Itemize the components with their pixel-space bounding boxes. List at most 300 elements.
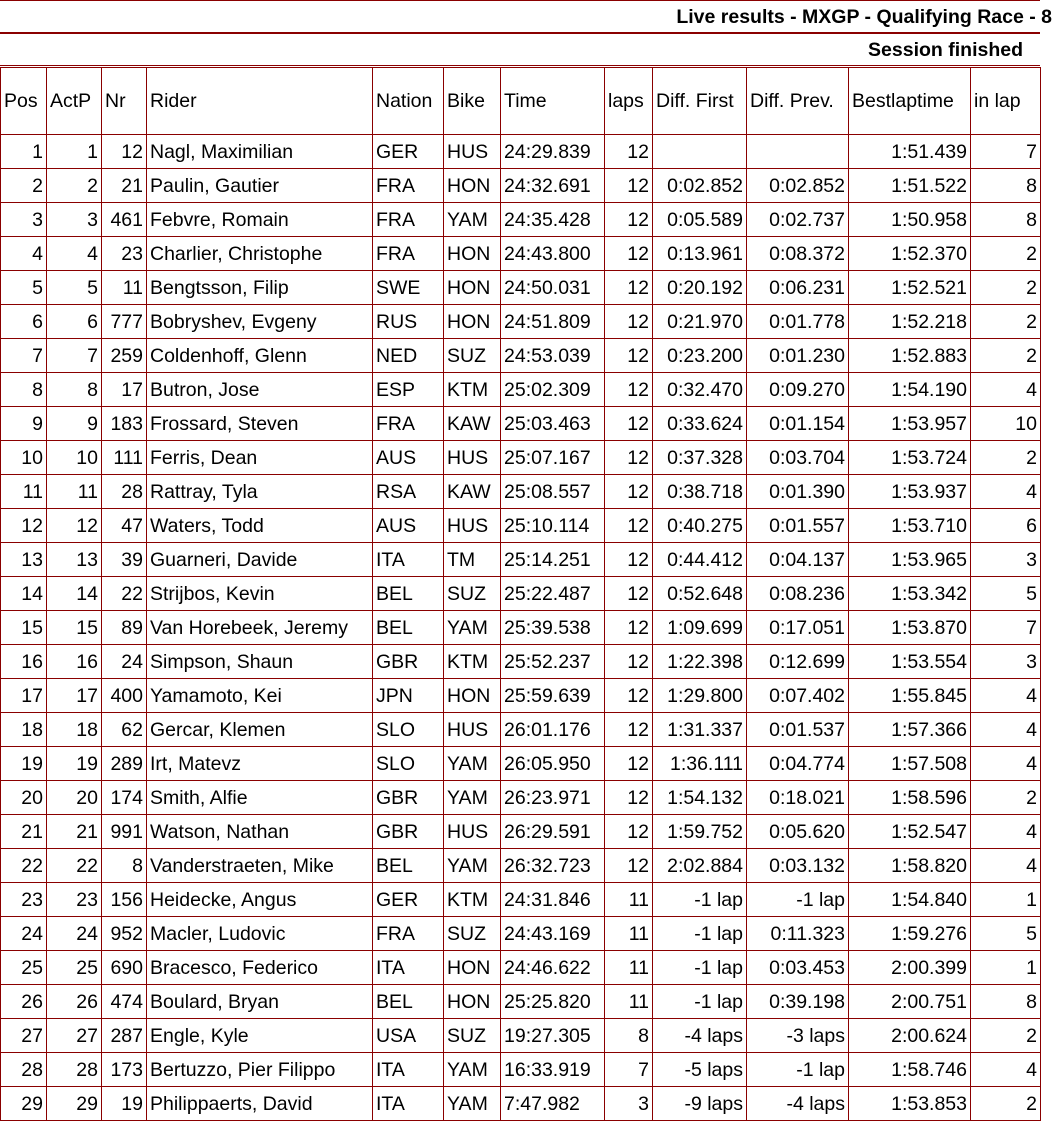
in-lap-cell: 7 bbox=[971, 135, 1041, 169]
rider-cell: Nagl, Maximilian bbox=[147, 135, 373, 169]
rider-cell: Philippaerts, David bbox=[147, 1087, 373, 1121]
laps-cell: 11 bbox=[605, 883, 653, 917]
pos-cell: 18 bbox=[1, 713, 47, 747]
time-cell: 24:35.428 bbox=[501, 203, 605, 237]
pos-cell: 2 bbox=[1, 169, 47, 203]
bestlaptime-cell: 1:51.439 bbox=[849, 135, 971, 169]
actp-cell: 5 bbox=[47, 271, 102, 305]
rider-cell: Butron, Jose bbox=[147, 373, 373, 407]
time-cell: 26:32.723 bbox=[501, 849, 605, 883]
diff-first-cell: -1 lap bbox=[653, 917, 747, 951]
time-cell: 24:46.622 bbox=[501, 951, 605, 985]
pos-cell: 22 bbox=[1, 849, 47, 883]
col-bestlaptime: Bestlaptime bbox=[849, 68, 971, 135]
actp-cell: 7 bbox=[47, 339, 102, 373]
col-diff-prev: Diff. Prev. bbox=[747, 68, 849, 135]
nr-cell: 174 bbox=[102, 781, 147, 815]
bike-cell: HON bbox=[444, 951, 501, 985]
nr-cell: 777 bbox=[102, 305, 147, 339]
bike-cell: YAM bbox=[444, 781, 501, 815]
col-nr: Nr bbox=[102, 68, 147, 135]
diff-prev-cell: 0:01.154 bbox=[747, 407, 849, 441]
nation-cell: GBR bbox=[373, 645, 444, 679]
bike-cell: YAM bbox=[444, 1087, 501, 1121]
nr-cell: 173 bbox=[102, 1053, 147, 1087]
diff-prev-cell: -4 laps bbox=[747, 1087, 849, 1121]
rider-cell: Febvre, Romain bbox=[147, 203, 373, 237]
bestlaptime-cell: 1:52.521 bbox=[849, 271, 971, 305]
nr-cell: 952 bbox=[102, 917, 147, 951]
diff-first-cell: 0:38.718 bbox=[653, 475, 747, 509]
in-lap-cell: 3 bbox=[971, 645, 1041, 679]
pos-cell: 29 bbox=[1, 1087, 47, 1121]
laps-cell: 12 bbox=[605, 169, 653, 203]
in-lap-cell: 4 bbox=[971, 1053, 1041, 1087]
time-cell: 24:51.809 bbox=[501, 305, 605, 339]
diff-prev-cell bbox=[747, 135, 849, 169]
nation-cell: FRA bbox=[373, 407, 444, 441]
rider-cell: Frossard, Steven bbox=[147, 407, 373, 441]
nation-cell: FRA bbox=[373, 203, 444, 237]
actp-cell: 29 bbox=[47, 1087, 102, 1121]
table-row bbox=[1, 611, 1041, 645]
diff-first-cell: 0:33.624 bbox=[653, 407, 747, 441]
actp-cell: 1 bbox=[47, 135, 102, 169]
header-row bbox=[1, 68, 1041, 135]
nation-cell: FRA bbox=[373, 917, 444, 951]
rider-cell: Bracesco, Federico bbox=[147, 951, 373, 985]
laps-cell: 11 bbox=[605, 985, 653, 1019]
time-cell: 26:05.950 bbox=[501, 747, 605, 781]
actp-cell: 14 bbox=[47, 577, 102, 611]
diff-prev-cell: 0:01.778 bbox=[747, 305, 849, 339]
in-lap-cell: 5 bbox=[971, 577, 1041, 611]
pos-cell: 3 bbox=[1, 203, 47, 237]
time-cell: 25:25.820 bbox=[501, 985, 605, 1019]
in-lap-cell: 4 bbox=[971, 747, 1041, 781]
rider-cell: Coldenhoff, Glenn bbox=[147, 339, 373, 373]
bike-cell: HUS bbox=[444, 815, 501, 849]
pos-cell: 6 bbox=[1, 305, 47, 339]
nr-cell: 111 bbox=[102, 441, 147, 475]
pos-cell: 16 bbox=[1, 645, 47, 679]
nr-cell: 47 bbox=[102, 509, 147, 543]
nation-cell: FRA bbox=[373, 169, 444, 203]
nr-cell: 287 bbox=[102, 1019, 147, 1053]
nr-cell: 39 bbox=[102, 543, 147, 577]
bestlaptime-cell: 2:00.751 bbox=[849, 985, 971, 1019]
laps-cell: 12 bbox=[605, 373, 653, 407]
diff-first-cell: 0:37.328 bbox=[653, 441, 747, 475]
col-actp: ActP bbox=[47, 68, 102, 135]
nr-cell: 21 bbox=[102, 169, 147, 203]
nation-cell: GBR bbox=[373, 815, 444, 849]
actp-cell: 16 bbox=[47, 645, 102, 679]
actp-cell: 22 bbox=[47, 849, 102, 883]
bestlaptime-cell: 1:58.820 bbox=[849, 849, 971, 883]
bike-cell: YAM bbox=[444, 1053, 501, 1087]
in-lap-cell: 2 bbox=[971, 271, 1041, 305]
bike-cell: HON bbox=[444, 271, 501, 305]
pos-cell: 26 bbox=[1, 985, 47, 1019]
nation-cell: ITA bbox=[373, 951, 444, 985]
bestlaptime-cell: 1:53.870 bbox=[849, 611, 971, 645]
time-cell: 25:03.463 bbox=[501, 407, 605, 441]
table-row bbox=[1, 849, 1041, 883]
nation-cell: GER bbox=[373, 135, 444, 169]
time-cell: 25:59.639 bbox=[501, 679, 605, 713]
bike-cell: KTM bbox=[444, 883, 501, 917]
laps-cell: 12 bbox=[605, 543, 653, 577]
nation-cell: JPN bbox=[373, 679, 444, 713]
diff-first-cell: 0:13.961 bbox=[653, 237, 747, 271]
diff-first-cell: 0:02.852 bbox=[653, 169, 747, 203]
time-cell: 25:10.114 bbox=[501, 509, 605, 543]
nr-cell: 22 bbox=[102, 577, 147, 611]
bestlaptime-cell: 1:53.937 bbox=[849, 475, 971, 509]
diff-prev-cell: 0:04.774 bbox=[747, 747, 849, 781]
table-row bbox=[1, 883, 1041, 917]
table-row bbox=[1, 951, 1041, 985]
bestlaptime-cell: 1:53.957 bbox=[849, 407, 971, 441]
actp-cell: 6 bbox=[47, 305, 102, 339]
table-row bbox=[1, 475, 1041, 509]
rider-cell: Rattray, Tyla bbox=[147, 475, 373, 509]
table-row bbox=[1, 203, 1041, 237]
diff-first-cell: -9 laps bbox=[653, 1087, 747, 1121]
table-row bbox=[1, 135, 1041, 169]
actp-cell: 3 bbox=[47, 203, 102, 237]
diff-first-cell: -5 laps bbox=[653, 1053, 747, 1087]
laps-cell: 12 bbox=[605, 475, 653, 509]
time-cell: 24:53.039 bbox=[501, 339, 605, 373]
time-cell: 7:47.982 bbox=[501, 1087, 605, 1121]
in-lap-cell: 5 bbox=[971, 917, 1041, 951]
pos-cell: 28 bbox=[1, 1053, 47, 1087]
table-row bbox=[1, 713, 1041, 747]
nation-cell: ITA bbox=[373, 1087, 444, 1121]
nr-cell: 991 bbox=[102, 815, 147, 849]
pos-cell: 11 bbox=[1, 475, 47, 509]
diff-prev-cell: 0:17.051 bbox=[747, 611, 849, 645]
table-row bbox=[1, 645, 1041, 679]
actp-cell: 23 bbox=[47, 883, 102, 917]
diff-prev-cell: 0:39.198 bbox=[747, 985, 849, 1019]
diff-prev-cell: 0:03.453 bbox=[747, 951, 849, 985]
bike-cell: SUZ bbox=[444, 1019, 501, 1053]
nr-cell: 89 bbox=[102, 611, 147, 645]
nr-cell: 474 bbox=[102, 985, 147, 1019]
table-row bbox=[1, 373, 1041, 407]
table-row bbox=[1, 815, 1041, 849]
bike-cell: HUS bbox=[444, 509, 501, 543]
bike-cell: HON bbox=[444, 679, 501, 713]
nation-cell: RSA bbox=[373, 475, 444, 509]
bike-cell: YAM bbox=[444, 849, 501, 883]
bike-cell: SUZ bbox=[444, 339, 501, 373]
session-status: Session finished bbox=[868, 39, 1023, 61]
laps-cell: 8 bbox=[605, 1019, 653, 1053]
table-row bbox=[1, 407, 1041, 441]
bestlaptime-cell: 1:57.508 bbox=[849, 747, 971, 781]
bike-cell: YAM bbox=[444, 747, 501, 781]
time-cell: 16:33.919 bbox=[501, 1053, 605, 1087]
diff-first-cell: 1:59.752 bbox=[653, 815, 747, 849]
rider-cell: Smith, Alfie bbox=[147, 781, 373, 815]
table-row bbox=[1, 169, 1041, 203]
bestlaptime-cell: 1:52.547 bbox=[849, 815, 971, 849]
time-cell: 26:29.591 bbox=[501, 815, 605, 849]
diff-prev-cell: 0:02.852 bbox=[747, 169, 849, 203]
actp-cell: 19 bbox=[47, 747, 102, 781]
laps-cell: 12 bbox=[605, 339, 653, 373]
diff-first-cell: 0:23.200 bbox=[653, 339, 747, 373]
diff-prev-cell: 0:03.132 bbox=[747, 849, 849, 883]
rider-cell: Gercar, Klemen bbox=[147, 713, 373, 747]
in-lap-cell: 4 bbox=[971, 679, 1041, 713]
nr-cell: 259 bbox=[102, 339, 147, 373]
bike-cell: HON bbox=[444, 237, 501, 271]
in-lap-cell: 2 bbox=[971, 441, 1041, 475]
diff-prev-cell: -1 lap bbox=[747, 883, 849, 917]
laps-cell: 12 bbox=[605, 305, 653, 339]
rider-cell: Charlier, Christophe bbox=[147, 237, 373, 271]
rider-cell: Macler, Ludovic bbox=[147, 917, 373, 951]
nation-cell: ITA bbox=[373, 543, 444, 577]
table-row bbox=[1, 339, 1041, 373]
time-cell: 25:07.167 bbox=[501, 441, 605, 475]
time-cell: 25:08.557 bbox=[501, 475, 605, 509]
actp-cell: 11 bbox=[47, 475, 102, 509]
diff-first-cell: 1:09.699 bbox=[653, 611, 747, 645]
bike-cell: TM bbox=[444, 543, 501, 577]
bestlaptime-cell: 1:53.965 bbox=[849, 543, 971, 577]
in-lap-cell: 3 bbox=[971, 543, 1041, 577]
table-row bbox=[1, 747, 1041, 781]
diff-prev-cell: -1 lap bbox=[747, 1053, 849, 1087]
bestlaptime-cell: 2:00.399 bbox=[849, 951, 971, 985]
laps-cell: 12 bbox=[605, 203, 653, 237]
pos-cell: 24 bbox=[1, 917, 47, 951]
pos-cell: 4 bbox=[1, 237, 47, 271]
diff-first-cell: 0:32.470 bbox=[653, 373, 747, 407]
bestlaptime-cell: 1:58.746 bbox=[849, 1053, 971, 1087]
table-row bbox=[1, 1053, 1041, 1087]
diff-prev-cell: 0:11.323 bbox=[747, 917, 849, 951]
nation-cell: BEL bbox=[373, 849, 444, 883]
diff-prev-cell: 0:01.557 bbox=[747, 509, 849, 543]
rider-cell: Heidecke, Angus bbox=[147, 883, 373, 917]
actp-cell: 15 bbox=[47, 611, 102, 645]
bike-cell: KAW bbox=[444, 407, 501, 441]
nation-cell: BEL bbox=[373, 577, 444, 611]
diff-first-cell: 0:44.412 bbox=[653, 543, 747, 577]
rider-cell: Watson, Nathan bbox=[147, 815, 373, 849]
actp-cell: 21 bbox=[47, 815, 102, 849]
bestlaptime-cell: 1:54.840 bbox=[849, 883, 971, 917]
bike-cell: HON bbox=[444, 305, 501, 339]
nation-cell: GER bbox=[373, 883, 444, 917]
table-row bbox=[1, 237, 1041, 271]
diff-first-cell: 0:40.275 bbox=[653, 509, 747, 543]
laps-cell: 12 bbox=[605, 135, 653, 169]
nation-cell: GBR bbox=[373, 781, 444, 815]
nr-cell: 400 bbox=[102, 679, 147, 713]
pos-cell: 12 bbox=[1, 509, 47, 543]
laps-cell: 12 bbox=[605, 747, 653, 781]
in-lap-cell: 8 bbox=[971, 985, 1041, 1019]
diff-first-cell: 1:22.398 bbox=[653, 645, 747, 679]
in-lap-cell: 4 bbox=[971, 373, 1041, 407]
laps-cell: 11 bbox=[605, 951, 653, 985]
nation-cell: AUS bbox=[373, 509, 444, 543]
bike-cell: KTM bbox=[444, 645, 501, 679]
actp-cell: 27 bbox=[47, 1019, 102, 1053]
laps-cell: 12 bbox=[605, 237, 653, 271]
in-lap-cell: 2 bbox=[971, 1019, 1041, 1053]
nr-cell: 28 bbox=[102, 475, 147, 509]
col-laps: laps bbox=[605, 68, 653, 135]
diff-prev-cell: 0:02.737 bbox=[747, 203, 849, 237]
in-lap-cell: 2 bbox=[971, 1087, 1041, 1121]
table-row bbox=[1, 781, 1041, 815]
laps-cell: 12 bbox=[605, 849, 653, 883]
bestlaptime-cell: 1:53.853 bbox=[849, 1087, 971, 1121]
pos-cell: 7 bbox=[1, 339, 47, 373]
table-row bbox=[1, 577, 1041, 611]
table-row bbox=[1, 679, 1041, 713]
nation-cell: AUS bbox=[373, 441, 444, 475]
title-bar bbox=[0, 0, 1052, 33]
pos-cell: 27 bbox=[1, 1019, 47, 1053]
diff-prev-cell: 0:08.236 bbox=[747, 577, 849, 611]
time-cell: 25:02.309 bbox=[501, 373, 605, 407]
actp-cell: 17 bbox=[47, 679, 102, 713]
in-lap-cell: 2 bbox=[971, 781, 1041, 815]
in-lap-cell: 8 bbox=[971, 169, 1041, 203]
diff-prev-cell: 0:08.372 bbox=[747, 237, 849, 271]
diff-first-cell: -4 laps bbox=[653, 1019, 747, 1053]
diff-prev-cell: 0:01.537 bbox=[747, 713, 849, 747]
diff-first-cell: 1:54.132 bbox=[653, 781, 747, 815]
pos-cell: 1 bbox=[1, 135, 47, 169]
diff-first-cell: -1 lap bbox=[653, 985, 747, 1019]
table-row bbox=[1, 1087, 1041, 1121]
nation-cell: RUS bbox=[373, 305, 444, 339]
actp-cell: 12 bbox=[47, 509, 102, 543]
bestlaptime-cell: 1:58.596 bbox=[849, 781, 971, 815]
actp-cell: 4 bbox=[47, 237, 102, 271]
pos-cell: 19 bbox=[1, 747, 47, 781]
laps-cell: 12 bbox=[605, 679, 653, 713]
diff-first-cell: 0:05.589 bbox=[653, 203, 747, 237]
laps-cell: 12 bbox=[605, 713, 653, 747]
in-lap-cell: 6 bbox=[971, 509, 1041, 543]
rider-cell: Van Horebeek, Jeremy bbox=[147, 611, 373, 645]
laps-cell: 12 bbox=[605, 611, 653, 645]
pos-cell: 8 bbox=[1, 373, 47, 407]
rider-cell: Simpson, Shaun bbox=[147, 645, 373, 679]
in-lap-cell: 2 bbox=[971, 237, 1041, 271]
col-rider: Rider bbox=[147, 68, 373, 135]
rider-cell: Strijbos, Kevin bbox=[147, 577, 373, 611]
nr-cell: 8 bbox=[102, 849, 147, 883]
in-lap-cell: 2 bbox=[971, 305, 1041, 339]
col-diff-first: Diff. First bbox=[653, 68, 747, 135]
nr-cell: 17 bbox=[102, 373, 147, 407]
diff-first-cell bbox=[653, 135, 747, 169]
nr-cell: 12 bbox=[102, 135, 147, 169]
col-bike: Bike bbox=[444, 68, 501, 135]
nr-cell: 24 bbox=[102, 645, 147, 679]
status-bar bbox=[0, 33, 1040, 66]
in-lap-cell: 1 bbox=[971, 883, 1041, 917]
pos-cell: 10 bbox=[1, 441, 47, 475]
time-cell: 25:22.487 bbox=[501, 577, 605, 611]
nation-cell: SLO bbox=[373, 713, 444, 747]
laps-cell: 12 bbox=[605, 645, 653, 679]
rider-cell: Boulard, Bryan bbox=[147, 985, 373, 1019]
diff-prev-cell: 0:01.390 bbox=[747, 475, 849, 509]
diff-first-cell: 0:21.970 bbox=[653, 305, 747, 339]
laps-cell: 3 bbox=[605, 1087, 653, 1121]
actp-cell: 25 bbox=[47, 951, 102, 985]
laps-cell: 12 bbox=[605, 441, 653, 475]
pos-cell: 15 bbox=[1, 611, 47, 645]
rider-cell: Bengtsson, Filip bbox=[147, 271, 373, 305]
nation-cell: SWE bbox=[373, 271, 444, 305]
bike-cell: HUS bbox=[444, 441, 501, 475]
bike-cell: HUS bbox=[444, 135, 501, 169]
diff-first-cell: 2:02.884 bbox=[653, 849, 747, 883]
laps-cell: 12 bbox=[605, 815, 653, 849]
laps-cell: 12 bbox=[605, 407, 653, 441]
col-pos: Pos bbox=[1, 68, 47, 135]
time-cell: 26:23.971 bbox=[501, 781, 605, 815]
page-title: Live results - MXGP - Qualifying Race - 8 bbox=[676, 6, 1052, 28]
col-nation: Nation bbox=[373, 68, 444, 135]
actp-cell: 20 bbox=[47, 781, 102, 815]
actp-cell: 18 bbox=[47, 713, 102, 747]
rider-cell: Yamamoto, Kei bbox=[147, 679, 373, 713]
rider-cell: Vanderstraeten, Mike bbox=[147, 849, 373, 883]
nation-cell: ESP bbox=[373, 373, 444, 407]
diff-prev-cell: 0:06.231 bbox=[747, 271, 849, 305]
time-cell: 24:29.839 bbox=[501, 135, 605, 169]
time-cell: 26:01.176 bbox=[501, 713, 605, 747]
rider-cell: Paulin, Gautier bbox=[147, 169, 373, 203]
nr-cell: 19 bbox=[102, 1087, 147, 1121]
nr-cell: 11 bbox=[102, 271, 147, 305]
bestlaptime-cell: 1:52.218 bbox=[849, 305, 971, 339]
time-cell: 24:32.691 bbox=[501, 169, 605, 203]
rider-cell: Waters, Todd bbox=[147, 509, 373, 543]
bestlaptime-cell: 2:00.624 bbox=[849, 1019, 971, 1053]
time-cell: 24:50.031 bbox=[501, 271, 605, 305]
in-lap-cell: 4 bbox=[971, 815, 1041, 849]
bike-cell: KAW bbox=[444, 475, 501, 509]
bestlaptime-cell: 1:57.366 bbox=[849, 713, 971, 747]
actp-cell: 9 bbox=[47, 407, 102, 441]
actp-cell: 10 bbox=[47, 441, 102, 475]
bike-cell: SUZ bbox=[444, 577, 501, 611]
time-cell: 19:27.305 bbox=[501, 1019, 605, 1053]
nation-cell: ITA bbox=[373, 1053, 444, 1087]
diff-prev-cell: 0:01.230 bbox=[747, 339, 849, 373]
in-lap-cell: 1 bbox=[971, 951, 1041, 985]
diff-prev-cell: 0:04.137 bbox=[747, 543, 849, 577]
time-cell: 24:43.800 bbox=[501, 237, 605, 271]
